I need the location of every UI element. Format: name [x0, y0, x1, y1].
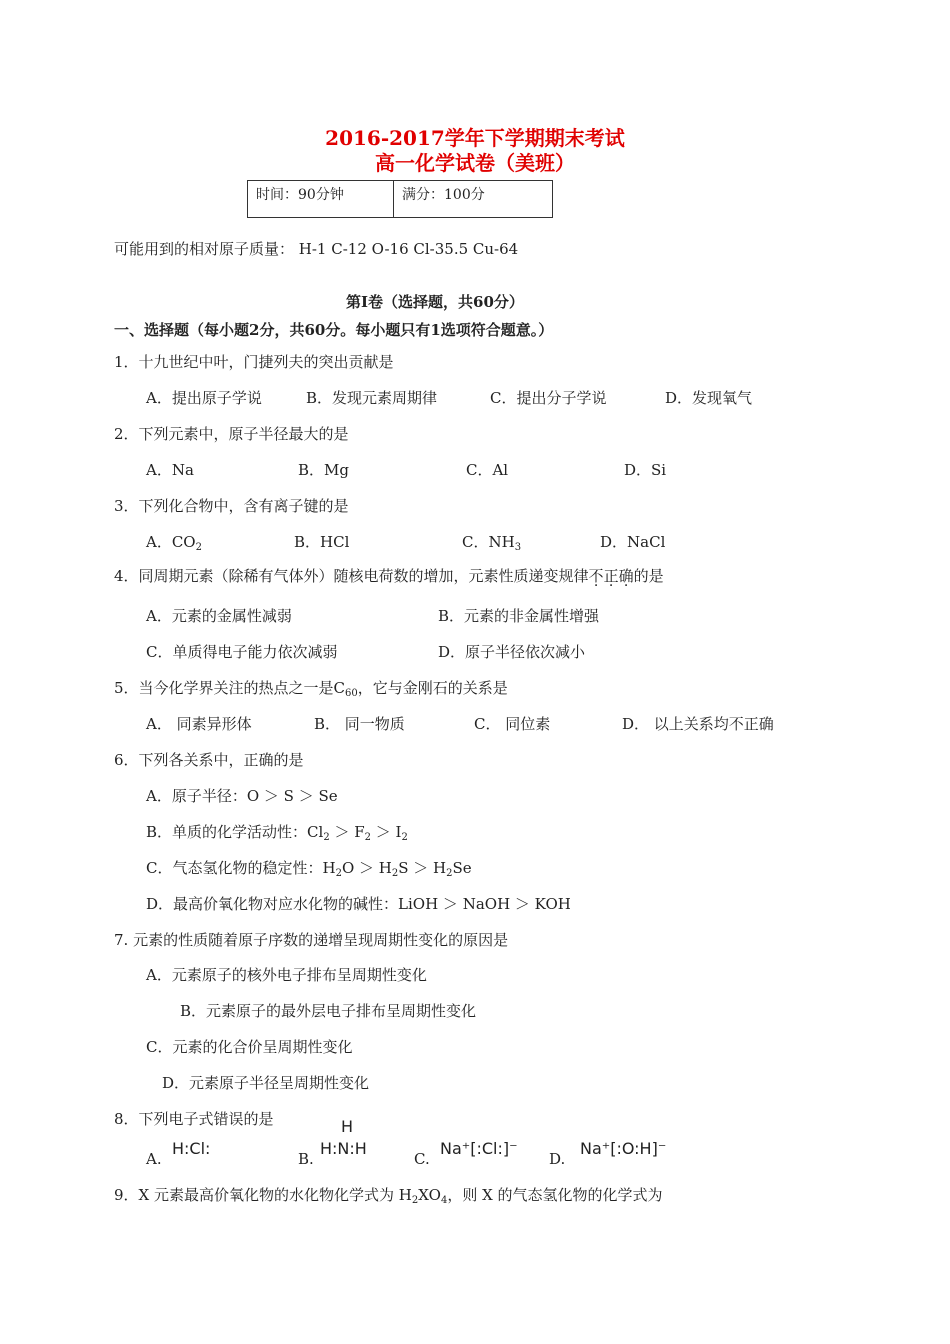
q1-option-a: A．提出原子学说: [146, 389, 262, 407]
exam-info-table: [247, 180, 553, 218]
q4-stem: 4．同周期元素（除稀有气体外）随核电荷数的增加，元素性质递变规律不正确的是: [114, 567, 664, 585]
exam-time: 时间：90分钟: [248, 181, 394, 217]
q5-option-d: D． 以上关系均不正确: [622, 715, 774, 733]
q8-formula-a: H:Cl:: [172, 1139, 211, 1158]
q2-option-a: A．Na: [146, 461, 194, 479]
q8-option-a: A.: [146, 1150, 162, 1168]
q7-option-b: B．元素原子的最外层电子排布呈周期性变化: [180, 1002, 477, 1020]
atomic-masses: 可能用到的相对原子质量： H-1 C-12 O-16 Cl-35.5 Cu-64: [114, 240, 519, 258]
q4-option-b: B．元素的非金属性增强: [438, 607, 600, 625]
exam-score: 满分：100分: [402, 187, 485, 203]
q6-option-d: D．最高价氧化物对应水化物的碱性：LiOH ＞ NaOH ＞ KOH: [146, 895, 571, 913]
q1-option-b: B．发现元素周期律: [306, 389, 438, 407]
q5-stem: 5．当今化学界关注的热点之一是$C_{60}$，它与金刚石的关系是: [114, 679, 508, 699]
q3-option-d: D．NaCl: [600, 533, 666, 551]
q4-option-a: A．元素的金属性减弱: [146, 607, 292, 625]
q5-option-b: B． 同一物质: [314, 715, 405, 733]
q8-option-b: B.: [298, 1150, 314, 1168]
q2-stem: 2．下列元素中，原子半径最大的是: [114, 425, 349, 443]
q3-stem: 3．下列化合物中，含有离子键的是: [114, 497, 349, 515]
q7-stem: 7. 元素的性质随着原子序数的递增呈现周期性变化的原因是: [114, 931, 509, 949]
exam-title-line2: 高一化学试卷（美班）: [375, 151, 575, 175]
q6-stem: 6．下列各关系中，正确的是: [114, 751, 304, 769]
q8-option-c: C.: [414, 1150, 430, 1168]
q1-option-d: D．发现氧气: [665, 389, 753, 407]
q2-option-d: D．Si: [624, 461, 667, 479]
q1-option-c: C．提出分子学说: [490, 389, 607, 407]
q8-formula-b-top: H: [341, 1117, 354, 1136]
section-instruction: 一、选择题（每小题2分，共60分。每小题只有1选项符合题意。）: [114, 321, 554, 339]
q8-formula-d: Na⁺[:O:H]⁻: [580, 1139, 667, 1158]
q8-formula-b: H:N:H: [320, 1139, 367, 1158]
emphasis-char: 确: [618, 567, 634, 585]
q4-option-c: C．单质得电子能力依次减弱: [146, 643, 338, 661]
q2-option-c: C．Al: [466, 461, 509, 479]
q3-option-a: A．$CO_2$: [146, 533, 202, 553]
q4-option-d: D．原子半径依次减小: [438, 643, 586, 661]
q7-option-d: D．元素原子半径呈周期性变化: [162, 1074, 370, 1092]
q1-stem: 1．十九世纪中叶，门捷列夫的突出贡献是: [114, 353, 394, 371]
q5-option-c: C． 同位素: [474, 715, 551, 733]
q6-option-c: C．气态氢化物的稳定性：$H_2O > H_2S > H_2Se$: [146, 859, 472, 879]
q7-option-c: C．元素的化合价呈周期性变化: [146, 1038, 353, 1056]
q3-option-b: B．HCl: [294, 533, 350, 551]
q8-option-d: D.: [549, 1150, 566, 1168]
q9-stem: 9．X 元素最高价氧化物的水化物化学式为 $H_2XO_4$，则 X 的气态氢化物的化学式为: [114, 1186, 663, 1206]
q6-option-a: A．原子半径：O ＞ S ＞ Se: [146, 787, 338, 805]
q3-option-c: C．$NH_3$: [462, 533, 522, 553]
section-title: 第Ⅰ卷（选择题，共60分）: [346, 293, 524, 311]
emphasis-char: 正: [603, 567, 619, 585]
emphasis-char: 不: [588, 567, 604, 585]
q6-option-b: B．单质的化学活动性：$Cl_2 > F_2 > I_2$: [146, 823, 408, 843]
q7-option-a: A．元素原子的核外电子排布呈周期性变化: [146, 966, 427, 984]
q5-option-a: A． 同素异形体: [146, 715, 252, 733]
q2-option-b: B．Mg: [298, 461, 349, 479]
q8-formula-c: Na⁺[:Cl:]⁻: [440, 1139, 518, 1158]
exam-title-line1: 2016-2017学年下学期期末考试: [325, 126, 625, 150]
q8-stem: 8．下列电子式错误的是: [114, 1110, 274, 1128]
